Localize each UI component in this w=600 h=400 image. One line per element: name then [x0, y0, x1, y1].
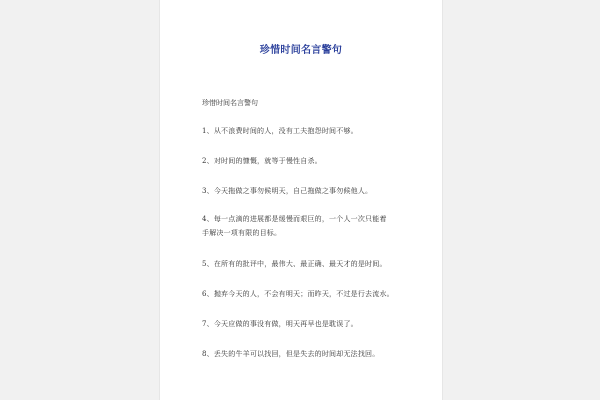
quote-item [202, 184, 422, 198]
document-title: 珍惜时间名言警句 [259, 45, 343, 56]
quote-line: 6、抛弃今天的人，不会有明天；而昨天，不过是行去流水。 [202, 290, 394, 298]
quote-item [202, 124, 422, 138]
quote-item [202, 257, 422, 271]
quote-line: 3、今天拖做之事勿候明天，自己拖做之事勿候他人。 [202, 187, 373, 195]
quote-line: 7、今天应做的事没有做，明天再早也是耽误了。 [202, 320, 358, 328]
document-page [160, 0, 442, 400]
quote-line: 8、丢失的牛羊可以找回，但是失去的时间却无法找回。 [202, 350, 380, 358]
quote-line: 1、从不浪费时间的人，没有工夫抱怨时间不够。 [202, 127, 358, 135]
quote-line: 2、对时间的慷慨，就等于慢性自杀。 [202, 157, 322, 165]
section-heading: 珍惜时间名言警句 [202, 99, 258, 107]
quote-line: 手解决一项有限的目标。 [202, 229, 282, 237]
quote-item [202, 212, 422, 240]
quote-item [202, 287, 422, 301]
quote-line: 5、在所有的批评中，最伟大、最正确、最天才的是时间。 [202, 260, 387, 268]
quote-item [202, 154, 422, 168]
quote-line: 4、每一点滴的进展都是缓慢而艰巨的，一个人一次只能着 [202, 215, 387, 223]
quote-item [202, 347, 422, 361]
quote-item [202, 317, 422, 331]
